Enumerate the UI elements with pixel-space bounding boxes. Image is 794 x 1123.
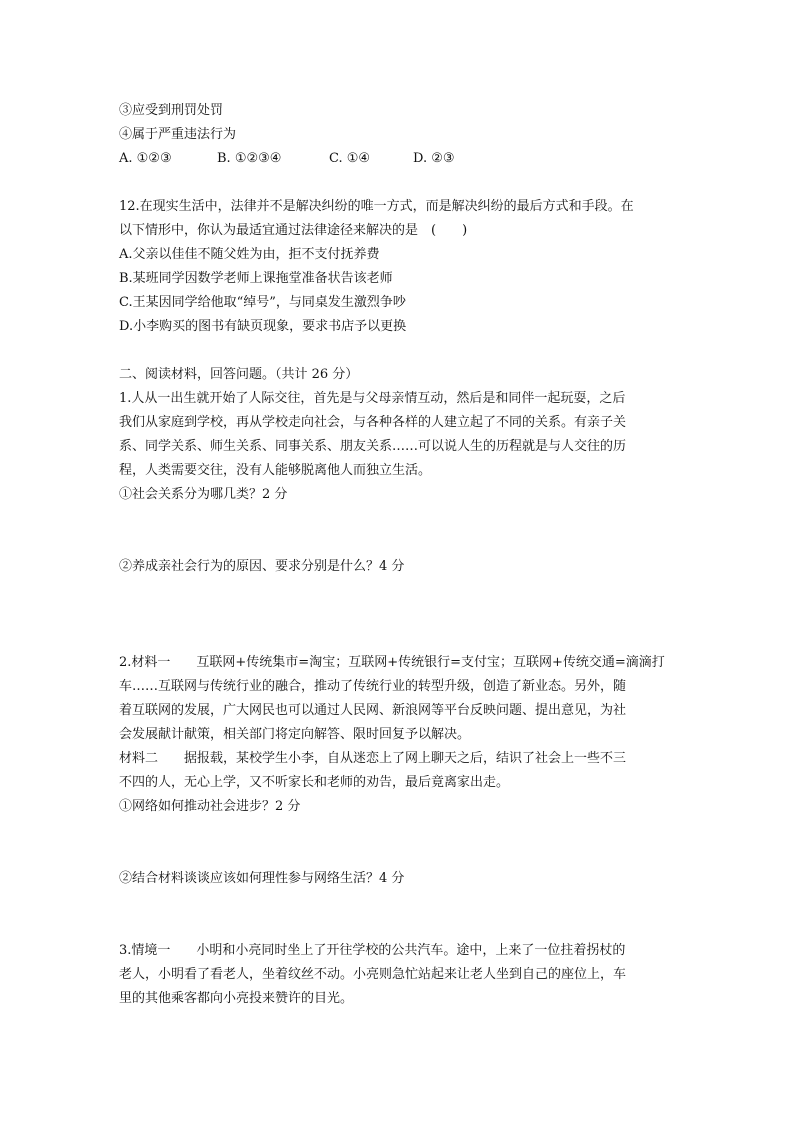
q1-subquestion-2: ②养成亲社会行为的原因、要求分别是什么？4 分 [119, 559, 405, 574]
q11-item-4: ④属于严重违法行为 [119, 127, 237, 142]
q2-text-line: 会发展献计献策，相关部门将定向解答、限时回复予以解决。 [119, 727, 471, 742]
q3-text-line: 3.情境一 小明和小亮同时坐上了开往学校的公共汽车。途中，上来了一位拄着拐杖的 [119, 943, 626, 958]
section-2-heading: 二、阅读材料，回答问题。（共计 26 分） [119, 367, 359, 382]
q2-subquestion-1: ①网络如何推动社会进步？2 分 [119, 799, 301, 814]
q11-options [119, 149, 679, 168]
q2-text-line: 车……互联网与传统行业的融合，推动了传统行业的转型升级，创造了新业态。另外，随 [119, 679, 627, 694]
q3-text-line: 老人，小明看了看老人，坐着纹丝不动。小亮则急忙站起来让老人坐到自己的座位上，车 [119, 967, 627, 982]
q12-option-b: B.某班同学因数学老师上课拖堂准备状告该老师 [119, 271, 393, 286]
q3-text-line: 里的其他乘客都向小亮投来赞许的目光。 [119, 991, 354, 1006]
q11-option-b: B. ①②③④ [217, 151, 282, 166]
q1-text-line: 系、同学关系、师生关系、同事关系、朋友关系……可以说人生的历程就是与人交往的历 [119, 439, 627, 454]
q11-option-a: A. ①②③ [119, 151, 172, 166]
q1-text-line: 我们从家庭到学校，再从学校走向社会，与各种各样的人建立起了不同的关系。有亲子关 [119, 415, 627, 430]
q12-stem-line-1: 12.在现实生活中，法律并不是解决纠纷的唯一方式，而是解决纠纷的最后方式和手段。在 [119, 199, 634, 214]
q12-option-c: C.王某因同学给他取“绰号”，与同桌发生激烈争吵 [119, 295, 406, 310]
q2-text-line: 不四的人，无心上学，又不听家长和老师的劝告，最后竟离家出走。 [119, 775, 510, 790]
q1-subquestion-1: ①社会关系分为哪几类？2 分 [119, 487, 288, 502]
q12-option-a: A.父亲以佳佳不随父姓为由，拒不支付抚养费 [119, 247, 380, 262]
q2-text-line: 2.材料一 互联网+传统集市=淘宝；互联网+传统银行=支付宝；互联网+传统交通=滴滴打 [119, 655, 665, 670]
q11-item-3: ③应受到刑罚处罚 [119, 103, 224, 118]
q2-text-line: 材料二 据报载，某校学生小李，自从迷恋上了网上聊天之后，结识了社会上一些不三 [119, 751, 627, 766]
q1-text-line: 1.人从一出生就开始了人际交往，首先是与父母亲情互动，然后是和同伴一起玩耍，之后 [119, 391, 626, 406]
q2-text-line: 着互联网的发展，广大网民也可以通过人民网、新浪网等平台反映问题、提出意见，为社 [119, 703, 627, 718]
q1-text-line: 程，人类需要交往，没有人能够脱离他人而独立生活。 [119, 463, 432, 478]
q12-stem-line-2: 以下情形中，你认为最适宜通过法律途径来解决的是 ( ) [119, 223, 468, 238]
q11-option-d: D. ②③ [413, 151, 455, 166]
q11-option-c: C. ①④ [329, 151, 371, 166]
q12-option-d: D.小李购买的图书有缺页现象，要求书店予以更换 [119, 319, 407, 334]
q2-subquestion-2: ②结合材料谈谈应该如何理性参与网络生活？4 分 [119, 871, 405, 886]
